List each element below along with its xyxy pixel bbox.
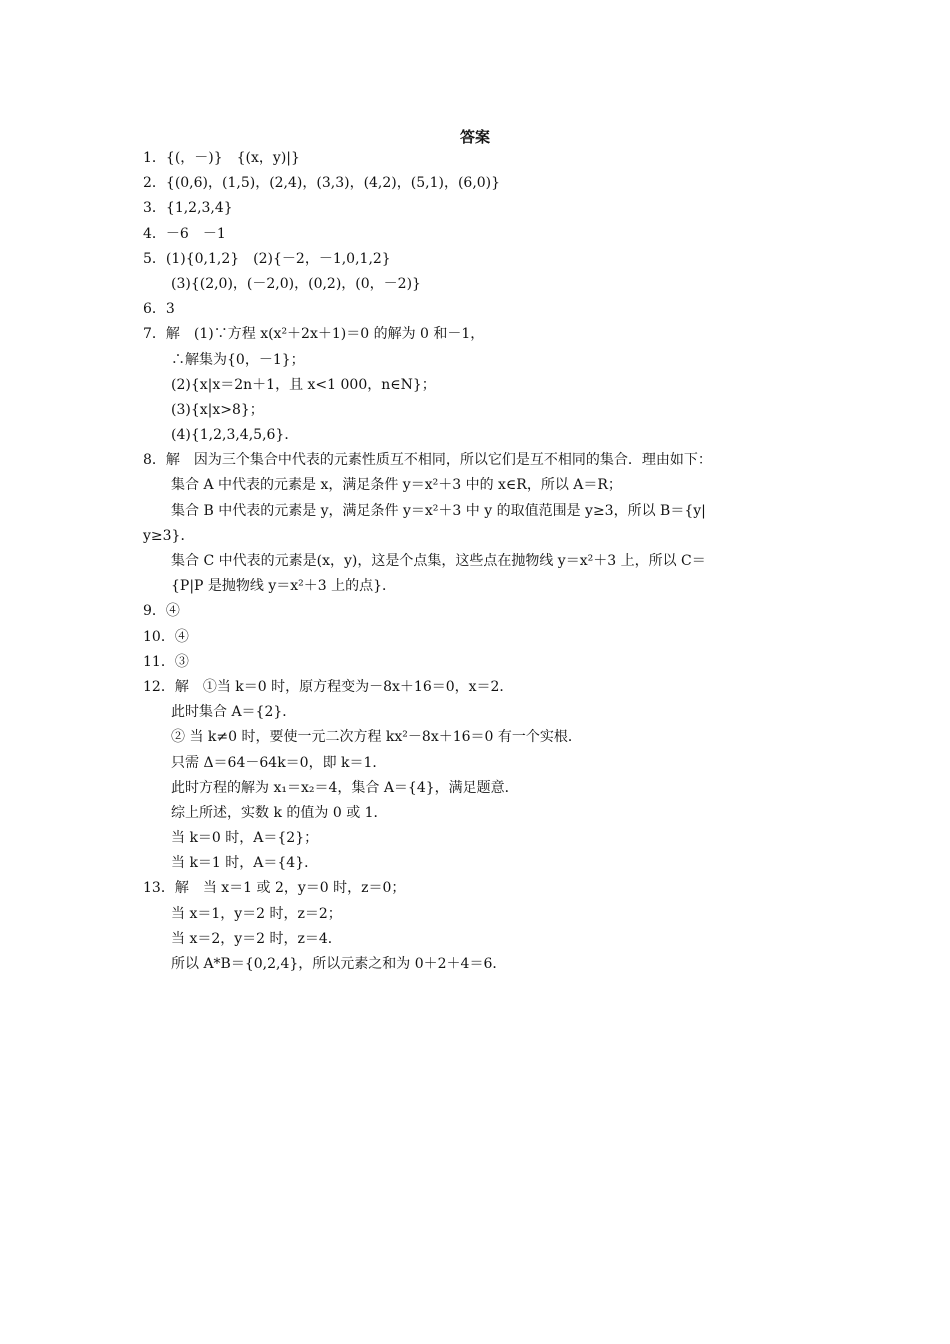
answer-line: 所以 A*B＝{0,2,4}，所以元素之和为 0＋2＋4＝6． [171,956,507,972]
answer-line: 集合 B 中代表的元素是 y，满足条件 y＝x²＋3 中 y 的取值范围是 y≥3，所以 B＝{y| [171,502,706,519]
answer-line: 2．{(0,6)，(1,5)，(2,4)，(3,3)，(4,2)，(5,1)，(6,0)} [143,175,501,192]
answer-line: 只需 Δ＝64－64k＝0，即 k＝1． [171,754,387,771]
answer-line: 集合 A 中代表的元素是 x，满足条件 y＝x²＋3 中的 x∈R，所以 A＝R； [171,477,622,494]
answer-line: 此时方程的解为 x₁＝x₂＝4，集合 A＝{4}，满足题意． [171,779,519,796]
answer-list [143,146,823,977]
answer-line: 7．解 (1)∵方程 x(x²＋2x＋1)＝0 的解为 0 和－1， [143,326,485,343]
answer-line: (4){1,2,3,4,5,6}． [171,427,299,444]
answer-line: 当 k＝0 时，A＝{2}； [171,830,319,847]
answer-line: (3){(2,0)，(－2,0)，(0,2)，(0，－2)} [171,275,421,292]
answer-line: 10．④ [143,628,189,645]
answer-line: 11．③ [143,653,189,670]
answer-line: ② 当 k≠0 时，要使一元二次方程 kx²－8x＋16＝0 有一个实根． [171,729,582,746]
answer-line: {P|P 是抛物线 y＝x²＋3 上的点}． [171,578,397,595]
answer-line: 6．3 [143,301,175,318]
answer-line: (2){x|x＝2n＋1，且 x<1 000，n∈N}； [171,376,436,393]
page-title: 答案 [459,128,490,146]
answer-line: 此时集合 A＝{2}． [171,704,297,721]
answer-line: 1．{(，－)} {(x，y)|} [143,150,300,166]
answer-line: 3．{1,2,3,4} [143,200,233,217]
answer-line: (3){x|x>8}； [171,401,264,418]
answer-line: 12．解 ①当 k＝0 时，原方程变为－8x＋16＝0，x＝2． [143,678,514,695]
answer-line: 当 k＝1 时，A＝{4}． [171,855,319,872]
answer-line: 13．解 当 x＝1 或 2，y＝0 时，z＝0； [143,880,406,897]
answer-line: ∴解集为{0，－1}； [171,351,305,368]
answer-line: 当 x＝1，y＝2 时，z＝2； [171,905,342,922]
answer-line: 4．－6 －1 [143,225,226,242]
answer-line: 当 x＝2，y＝2 时，z＝4． [171,930,342,947]
answer-line: 集合 C 中代表的元素是(x，y)，这是个点集，这些点在抛物线 y＝x²＋3 上，所以 C＝ [171,553,706,569]
answer-line: y≥3}． [143,527,195,544]
answer-line: 综上所述，实数 k 的值为 0 或 1． [171,804,388,821]
answer-line: 8．解 因为三个集合中代表的元素性质互不相同，所以它们是互不相同的集合．理由如下： [143,452,712,469]
answer-line: 5．(1){0,1,2} (2){－2，－1,0,1,2} [143,250,391,267]
answer-line: 9．④ [143,603,180,620]
